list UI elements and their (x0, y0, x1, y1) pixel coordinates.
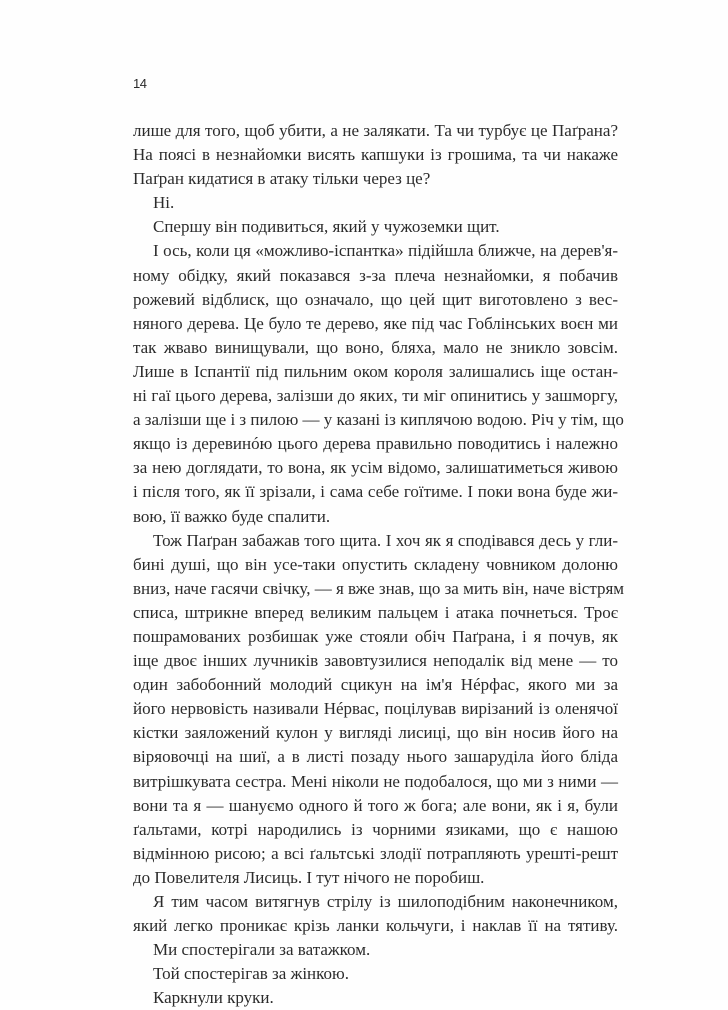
text-line: вниз, наче гасячи свічку, — я вже знав, що за мить він, наче вістрям (133, 578, 625, 598)
text-line: бині душі, що він усе-таки опустить складену човником долоню (133, 554, 618, 574)
text-line: Каркнули круки. (153, 988, 274, 1008)
text-line: кістки заяложений кулон у вигляді лисиці, що він носив його на (133, 723, 618, 743)
text-line: і після того, як її зрізали, і сама себе гоїтиме. І поки вона буде жи- (133, 482, 618, 502)
text-line: Лише в Іспантії під пильним оком короля залишались іще остан- (133, 361, 618, 381)
text-line: так жваво винищували, що воно, бляха, мало не зникло зовсім. (133, 337, 618, 357)
text-line: Той спостерігав за жінкою. (153, 964, 349, 984)
text-line: до Повелителя Лисиць. І тут нічого не поробиш. (133, 867, 485, 887)
text-line: Я тим часом витягнув стрілу із шилоподібним наконечником, (153, 892, 618, 911)
text-line: іще двоє інших лучників завовтузилися неподалік від мене — то (133, 651, 618, 671)
text-line: вою, її важко буде спалити. (133, 506, 331, 526)
page-number: 14 (133, 76, 147, 91)
text-line: Ні. (153, 193, 175, 213)
text-line: а залізши ще і з пилою — у казані із киплячою водою. Річ у тім, що (133, 410, 624, 430)
text-line: ґальтами, котрі народились із чорними язиками, що є нашою (133, 819, 618, 839)
text-line: один забобонний молодий сцикун на ім'я Нéрфас, якого ми за (133, 675, 618, 695)
text-line: І ось, коли ця «можливо-іспантка» підійшла ближче, на дерев'я- (153, 241, 618, 261)
text-line: рожевий відблиск, що означало, що цей щит виготовлено з вес- (133, 289, 618, 309)
text-line: Ми спостерігали за ватажком. (153, 940, 371, 960)
text-line: пошрамованих розбишак уже стояли обіч Паґрана, і я почув, як (133, 626, 618, 646)
text-line: витрішкувата сестра. Мені ніколи не подобалося, що ми з ними — (133, 771, 618, 791)
text-line: його нервовість називали Нéрвас, поцілував вирізаний із оленячої (133, 699, 618, 719)
text-line: Спершу він подивиться, який у чужоземки щит. (153, 217, 500, 237)
text-line: списа, штрикне вперед великим пальцем і атака почнеться. Троє (133, 602, 618, 622)
text-line: На поясі в незнайомки висять капшуки із грошима, та чи накаже (133, 145, 618, 165)
text-line: Паґран кидатися в атаку тільки через це? (133, 169, 431, 189)
text-line: якщо із деревинóю цього дерева правильно поводитись і належно (133, 434, 618, 454)
text-line: за нею доглядати, то вона, як усім відомо, залишатиметься живою (133, 458, 618, 478)
text-line: вони та я — шануємо одного й того ж бога; але вони, як і я, були (133, 795, 618, 815)
text-line: ні гаї цього дерева, залізши до яких, ти міг опинитись у зашморгу, (133, 386, 618, 406)
text-line: ному обідку, який показався з-за плеча незнайомки, я побачив (133, 265, 618, 285)
text-line: Тож Паґран забажав того щита. І хоч як я сподівався десь у гли- (153, 530, 618, 550)
text-line: няного дерева. Це було те дерево, яке під час Гоблінських воєн ми (133, 313, 618, 333)
body-text (133, 119, 625, 1010)
text-line: віряовочці на шиї, а в листі позаду нього зашаруділа його бліда (133, 747, 618, 767)
text-line: який легко проникає крізь ланки кольчуги, і наклав її на тятиву. (133, 916, 618, 936)
text-line: відмінною рисою; а всі ґальтські злодії потрапляють урешті-решт (133, 843, 618, 863)
text-line: лише для того, щоб убити, а не залякати. Та чи турбує це Паґрана? (133, 121, 618, 140)
